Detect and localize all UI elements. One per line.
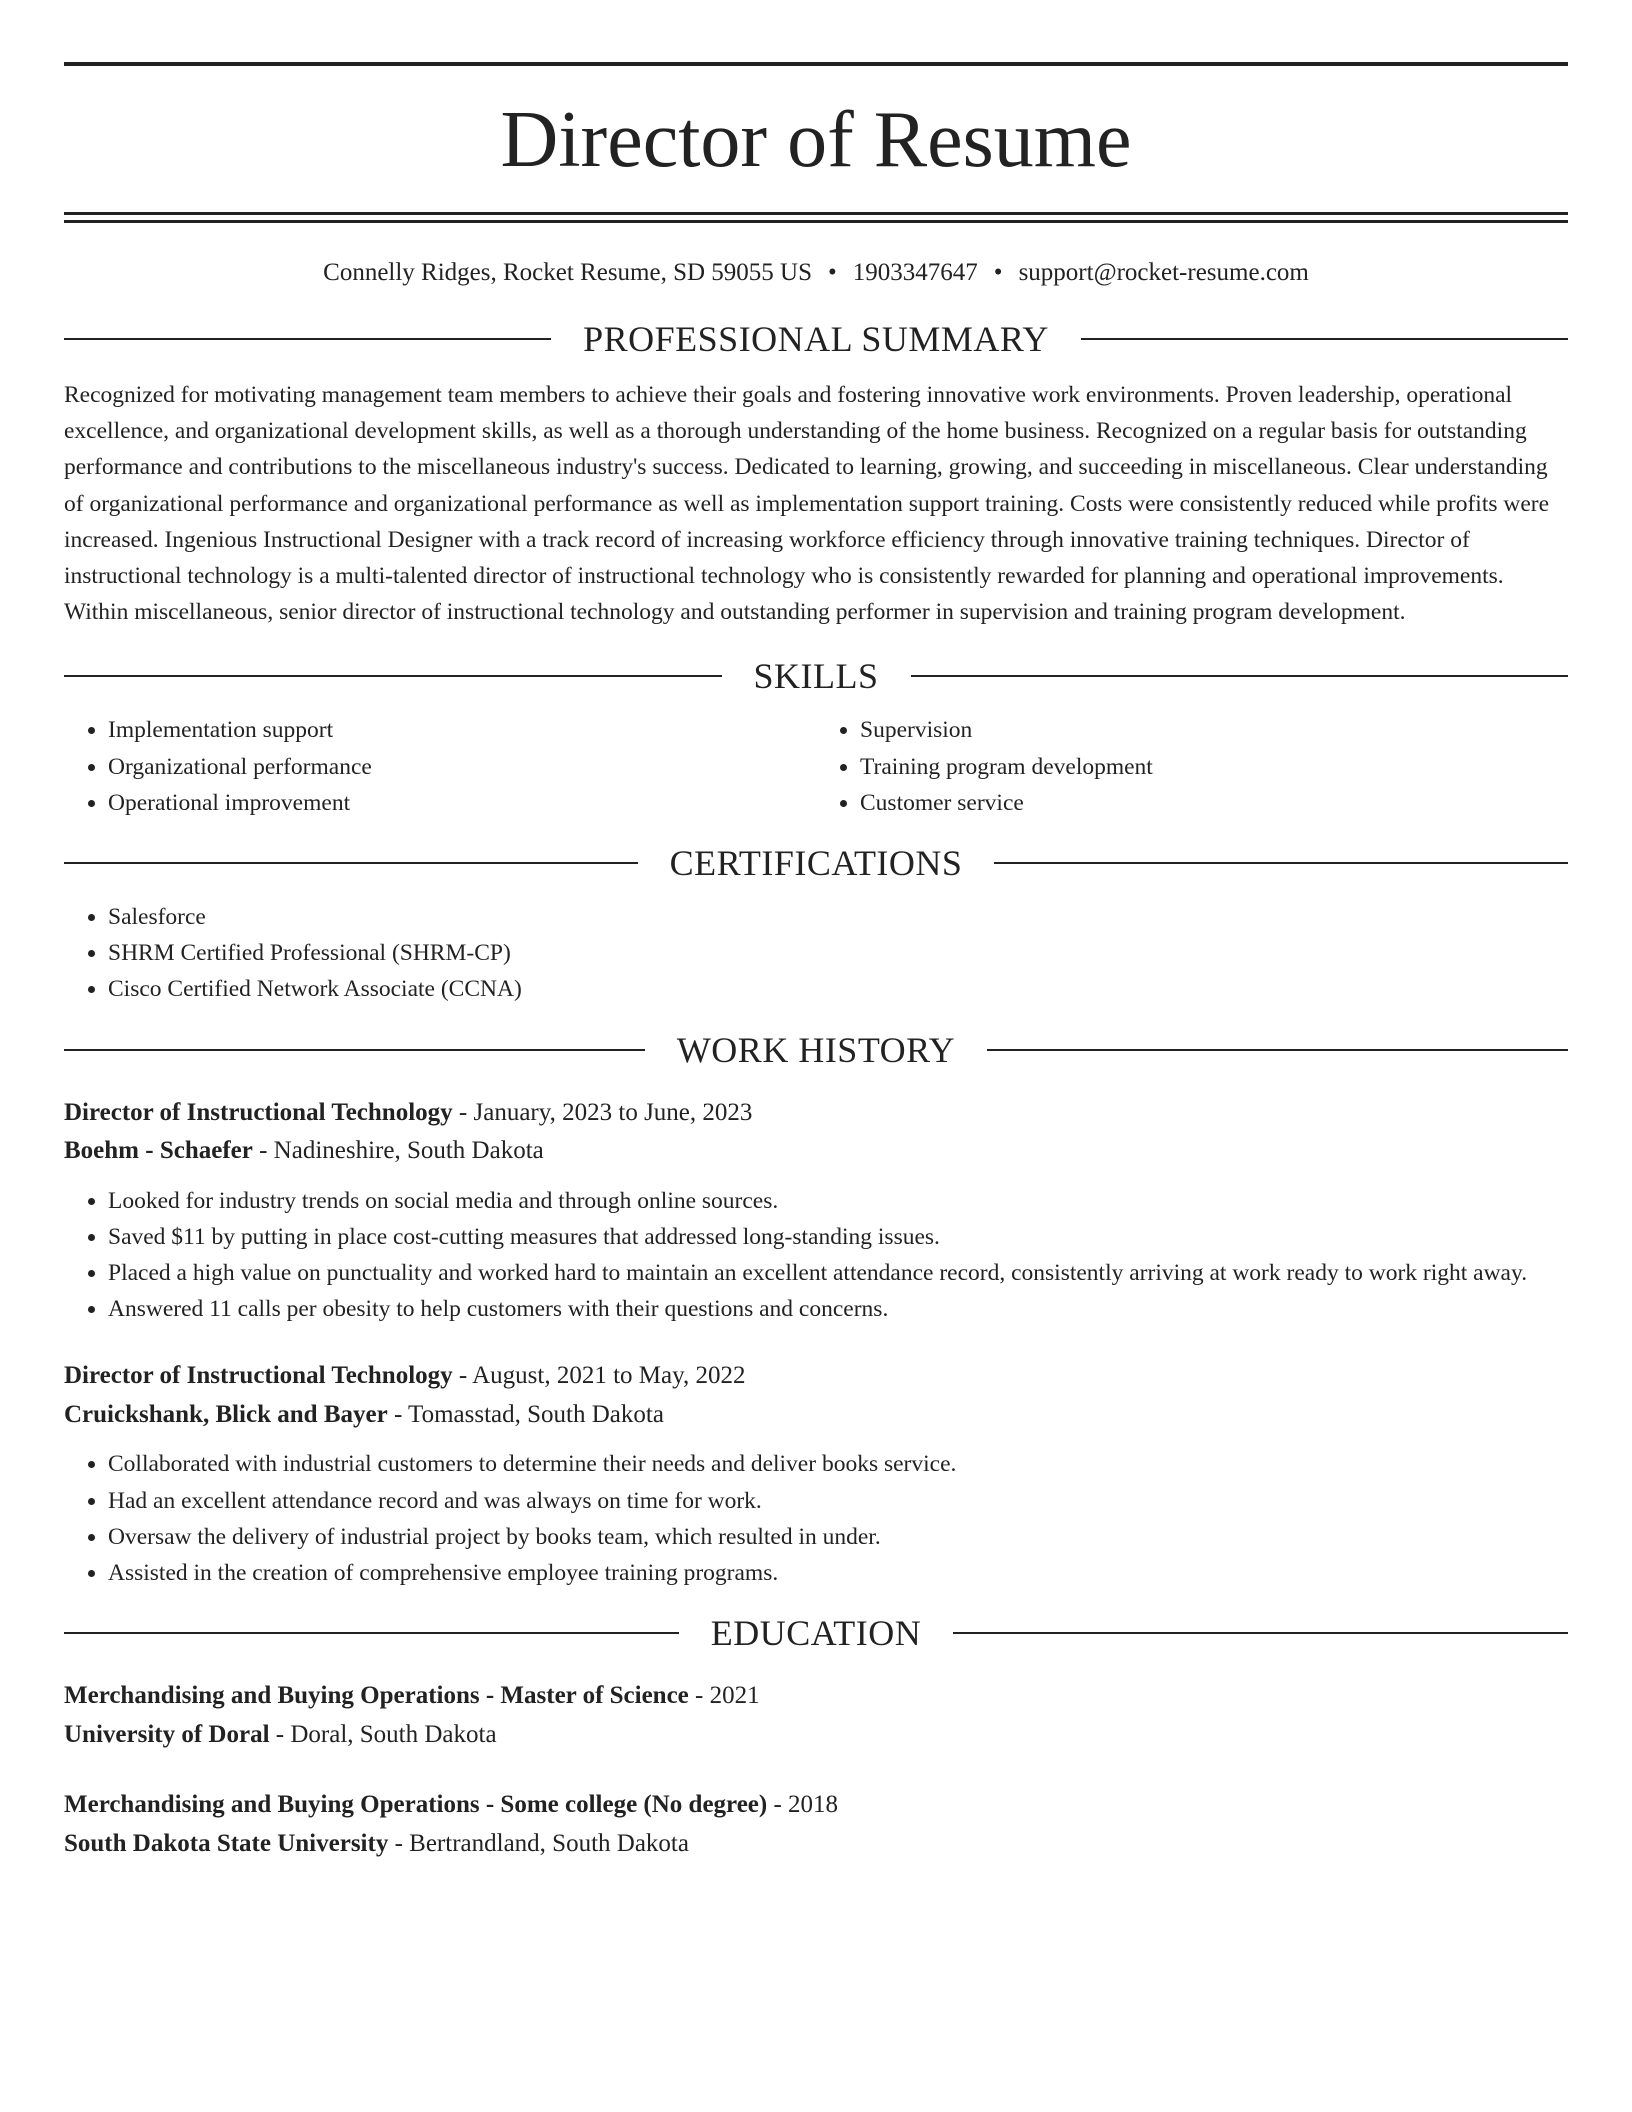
education-school-line [64,1825,1568,1864]
top-rule [64,62,1568,66]
section-title: EDUCATION [710,1613,922,1654]
job-title-line [64,1357,1568,1396]
education-school-line [64,1716,1568,1755]
list-item: • Cisco Certified Network Associate (CCNA) [108,971,1568,1007]
heading-rule [911,675,1569,677]
list-item: • Oversaw the delivery of industrial project by books team, which resulted in under. [108,1519,1568,1555]
list-item: • Placed a high value on punctuality and worked hard to maintain an excellent attendance record, consistently arriving at work ready to work right away. [108,1255,1568,1291]
list-item: • Saved $11 by putting in place cost-cutting measures that addressed long-standing issues. [108,1219,1568,1255]
education-year: - 2018 [767,1791,839,1819]
heading-rule [64,862,638,864]
job-title: Director of Instructional Technology [64,1098,453,1126]
double-rule [64,212,1568,223]
job-title: Director of Instructional Technology [64,1362,453,1390]
resume-name: Director of Resume [500,96,1132,184]
job-entry [64,1357,1568,1591]
list-item: • Assisted in the creation of comprehensive employee training programs. [108,1555,1568,1591]
education-location: - Bertrandland, South Dakota [388,1829,689,1857]
skills-heading [64,654,1568,698]
heading-rule [1081,338,1568,340]
job-dates: - January, 2023 to June, 2023 [452,1098,753,1126]
heading-rule [64,338,551,340]
list-item: • Implementation support [108,712,816,748]
section-title: SKILLS [753,656,879,697]
contact-separator: • [993,259,1003,286]
education-location: - Doral, South Dakota [269,1720,497,1748]
skills-column-left [64,712,816,821]
certifications-heading [64,841,1568,885]
job-bullets [64,1183,1568,1328]
section-title: PROFESSIONAL SUMMARY [583,319,1049,359]
job-company: Cruickshank, Blick and Bayer [64,1400,388,1428]
job-bullets [64,1446,1568,1591]
contact-email: support@rocket-resume.com [1018,259,1309,286]
list-item: • Looked for industry trends on social media and through online sources. [108,1183,1568,1219]
list-item: • Supervision [860,712,1568,748]
heading-rule [64,1632,679,1634]
education-degree-line [64,1677,1568,1716]
contact-separator: • [828,259,837,286]
skills-column-right [816,712,1568,821]
work-history-heading [64,1028,1568,1072]
job-entry [64,1094,1568,1328]
list-item: • SHRM Certified Professional (SHRM-CP) [108,935,1568,971]
section-title: WORK HISTORY [676,1029,956,1070]
education-heading [64,1611,1568,1655]
list-item: • Salesforce [108,899,1568,935]
education-year: - 2021 [688,1682,760,1710]
job-company-line [64,1396,1568,1435]
list-item: • Training program development [860,749,1568,785]
heading-rule [994,862,1568,864]
list-item: • Collaborated with industrial customers to determine their needs and deliver books service. [108,1446,1568,1482]
section-title: CERTIFICATIONS [669,843,963,884]
job-title-line [64,1094,1568,1133]
education-degree-line [64,1786,1568,1825]
heading-rule [64,1049,645,1051]
contact-phone: 1903347647 [852,259,978,286]
contact-address: Connelly Ridges, Rocket Resume, SD 59055 US [323,259,813,286]
job-location: - Tomasstad, South Dakota [387,1400,664,1428]
list-item: • Had an excellent attendance record and was always on time for work. [108,1483,1568,1519]
list-item: • Organizational performance [108,749,816,785]
skills-list [64,712,1568,821]
education-entry [64,1677,1568,1754]
job-company-line [64,1132,1568,1171]
heading-rule [953,1632,1568,1634]
summary-heading [64,317,1568,361]
education-school: University of Doral [64,1720,270,1748]
education-degree: Merchandising and Buying Operations - Some college (No degree) [64,1791,768,1819]
certifications-list [64,899,1568,1008]
list-item: • Customer service [860,785,1568,821]
list-item: • Answered 11 calls per obesity to help customers with their questions and concerns. [108,1291,1568,1327]
education-school: South Dakota State University [64,1829,389,1857]
contact-line [64,257,1568,289]
education-degree: Merchandising and Buying Operations - Master of Science [64,1682,689,1710]
heading-rule [64,675,722,677]
heading-rule [987,1049,1568,1051]
job-location: - Nadineshire, South Dakota [252,1137,544,1165]
job-company: Boehm - Schaefer [64,1137,253,1165]
list-item: • Operational improvement [108,785,816,821]
job-dates: - August, 2021 to May, 2022 [452,1362,746,1390]
education-entry [64,1786,1568,1863]
summary-text: Recognized for motivating management team members to achieve their goals and fostering innovative work environments. Proven leadership, operational excellence, and organizational development skills, as well as a thorough understanding of the home business. Recognized on a regular basis for outstanding performance and contributions to the miscellaneous industry's success. Dedicated to learning, growing, and succeeding in miscellaneous. Clear understanding of organizational performance and organizational performance as well as implementation support training. Costs were consistently reduced while profits were increased. Ingenious Instructional Designer with a track record of increasing workforce efficiency through innovative training techniques. Director of instructional technology is a multi-talented director of instructional technology who is consistently rewarded for planning and operational improvements. Within miscellaneous, senior director of instructional technology and outstanding performer in supervision and training program development. [64,382,1550,626]
